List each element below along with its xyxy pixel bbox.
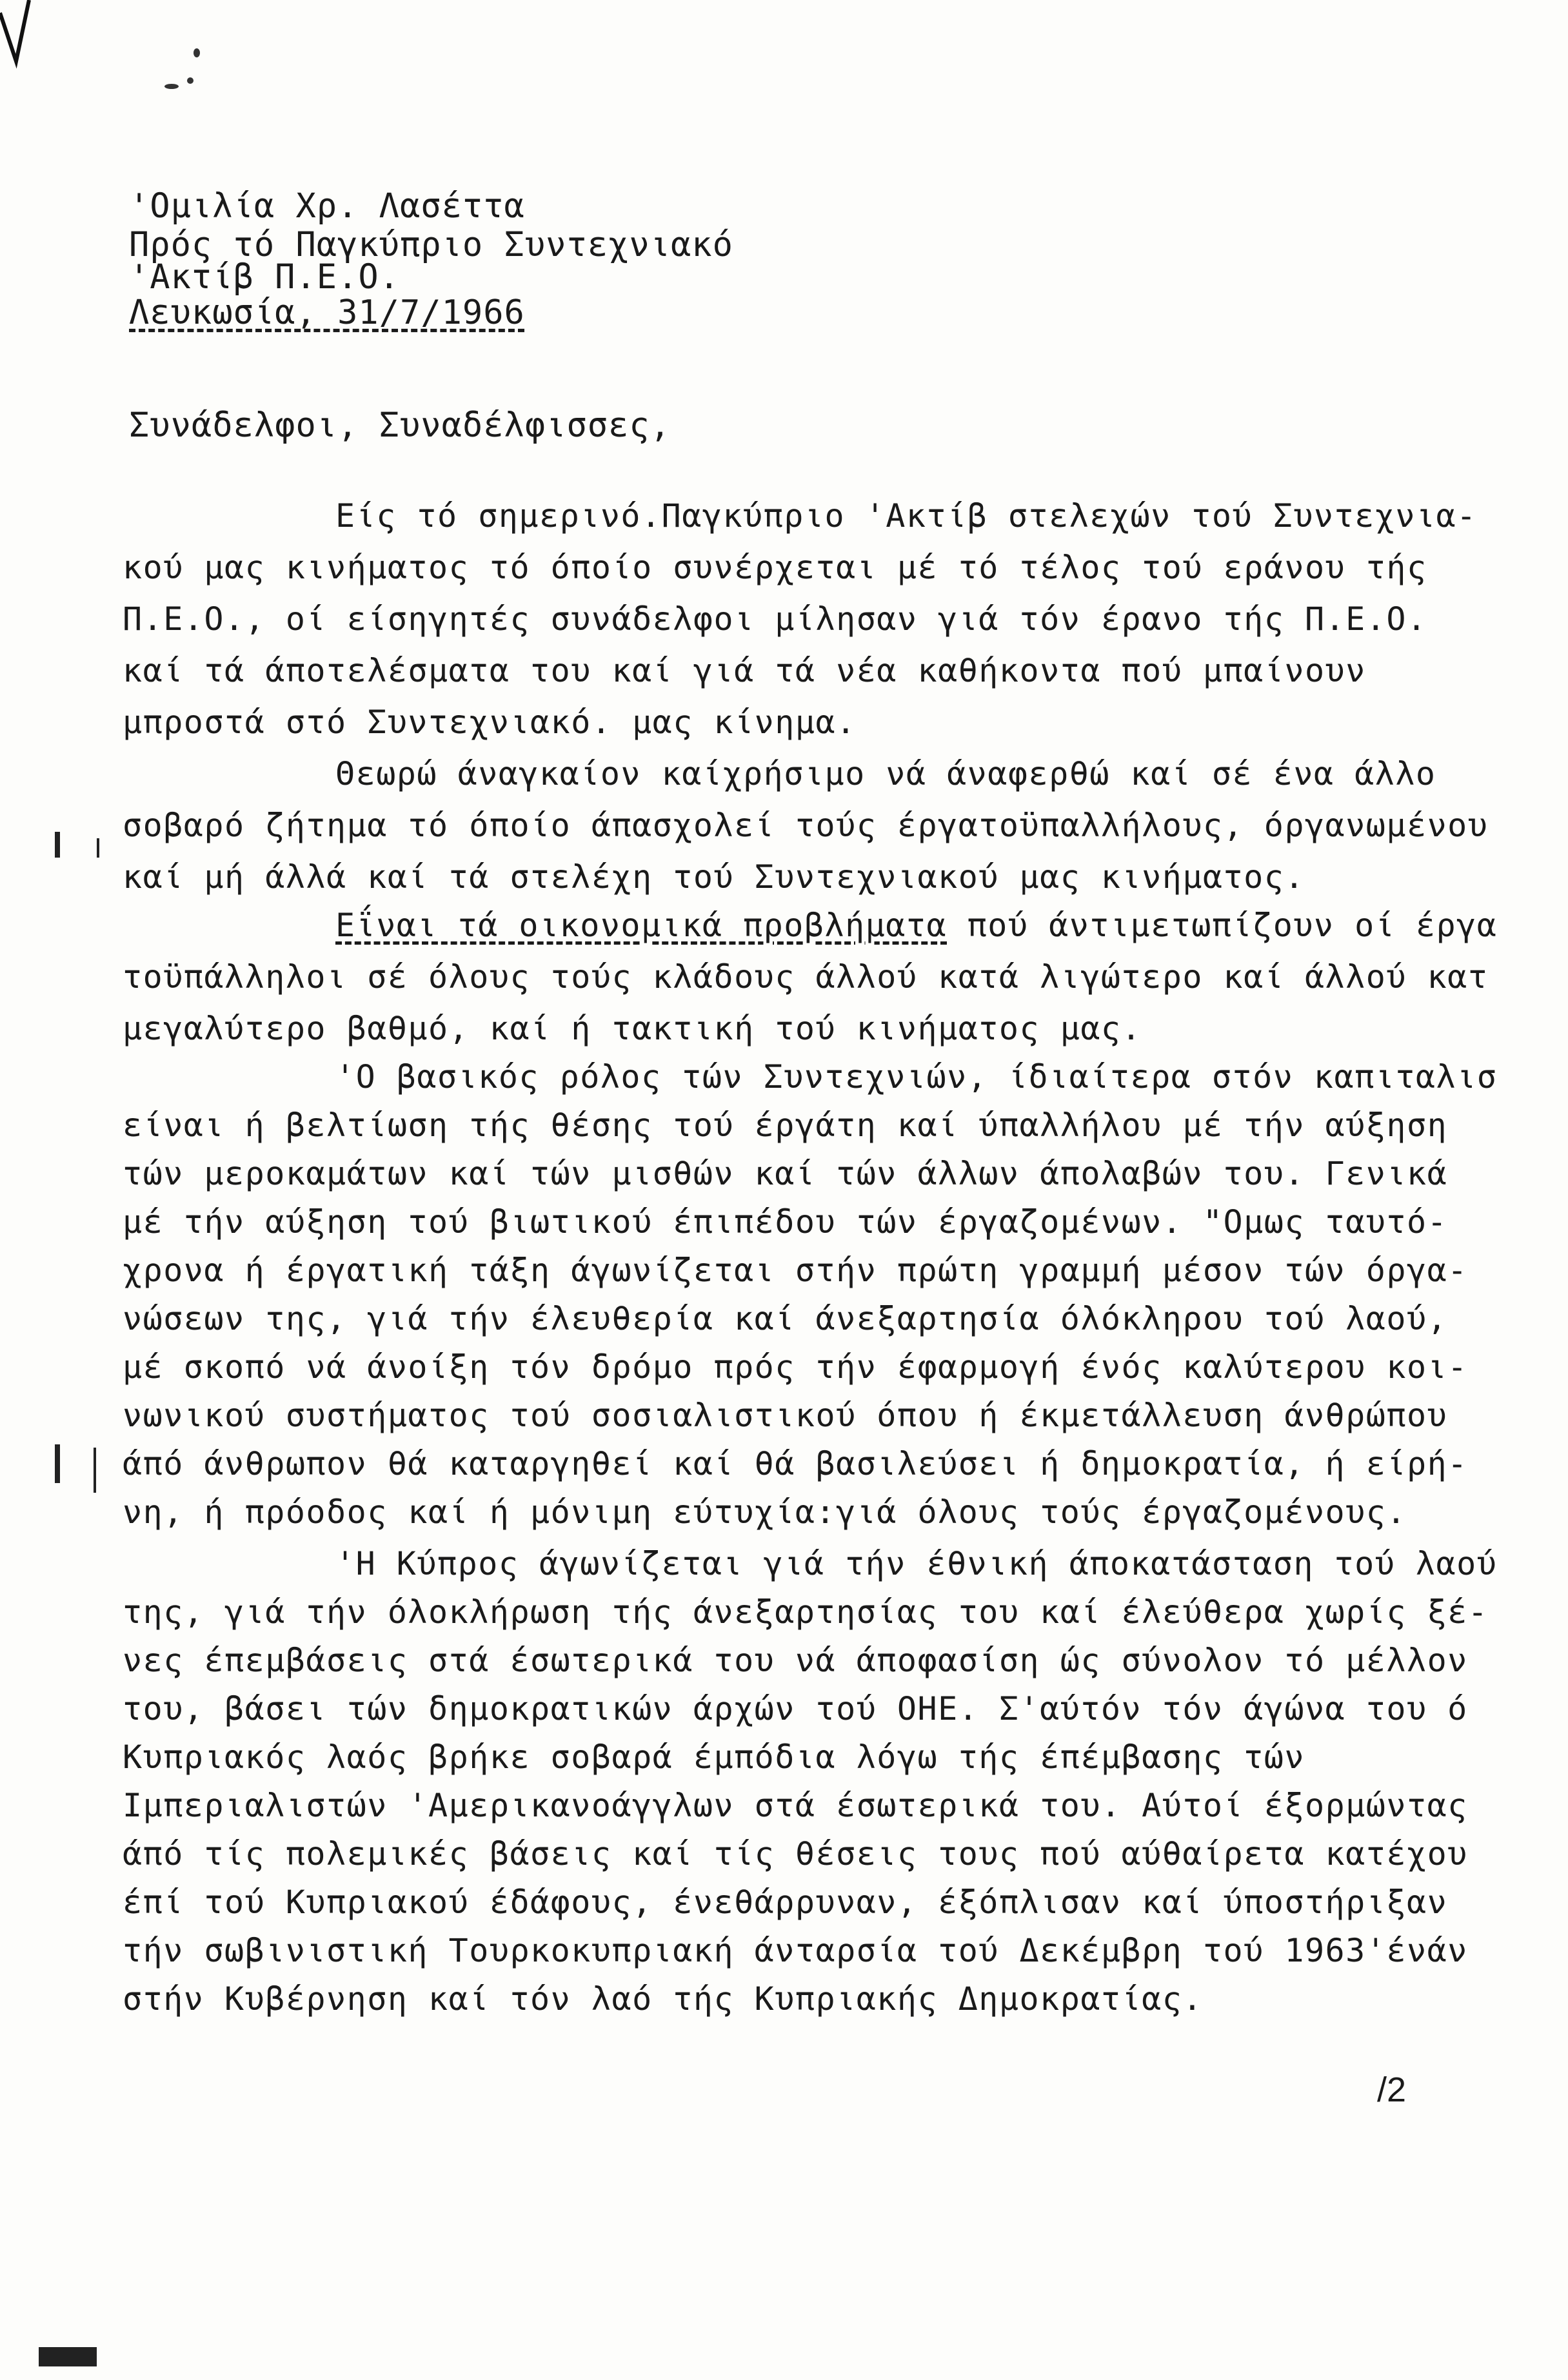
body-line: καί μή άλλά καί τά στελέχη τού Συντεχνιακού μας κινήματος. [123,858,1305,896]
body-line-rest: πού άντιμετωπίζουν οί έργα [947,907,1498,944]
body-line: νη, ή πρόοδος καί ή μόνιμη εύτυχία:γιά όλους τούς έργαζομένους. [123,1493,1407,1531]
body-line: χρονα ή έργατική τάξη άγωνίζεται στήν πρώτη γραμμή μέσον τών όργα- [123,1252,1468,1289]
scan-speck [187,77,194,84]
underlined-phrase: Εΐναι τά οικονομικά προβλήματα [335,907,948,944]
body-line: άπό άνθρωπον θά καταργηθεί καί θά βασιλεύσει ή δημοκρατία, ή είρή- [123,1445,1468,1482]
body-line: 'Ο βασικός ρόλος τών Συντεχνιών, ίδιαίτερα στόν καπιταλισ [335,1058,1498,1096]
body-line: μέ σκοπό νά άνοίξη τόν δρόμο πρός τήν έφαρμογή ένός καλύτερου κοι- [123,1348,1468,1386]
header-date: Λευκωσία, 31/7/1966 [129,293,525,332]
body-line: μεγαλύτερο βαθμό, καί ή τακτική τού κινήματος μας. [123,1010,1142,1047]
scan-speck [164,84,179,89]
body-line: τήν σωβινιστική Τουρκοκυπριακή άνταρσία τού Δεκέμβρη τού 1963'ένάν [123,1932,1468,1969]
scan-speck [194,48,200,57]
body-line: Θεωρώ άναγκαίον καίχρήσιμο νά άναφερθώ καί σέ ένα άλλο [335,755,1436,792]
margin-mark [55,1444,60,1483]
body-line: Ιμπεριαλιστών 'Αμερικανοάγγλων στά έσωτερικά του. Αύτοί έξορμώντας [123,1787,1468,1824]
body-line: του, βάσει τών δημοκρατικών άρχών τού ΟΗΕ. Σ'αύτόν τόν άγώνα του ό [123,1690,1468,1727]
header-line-1: 'Ομιλία Χρ. Λασέττα [129,187,525,226]
body-line: 'Η Κύπρος άγωνίζεται γιά τήν έθνική άποκατάσταση τού λαού [335,1545,1498,1582]
body-line: της, γιά τήν όλοκλήρωση τής άνεξαρτησίας του καί έλεύθερα χωρίς ξέ- [123,1593,1489,1631]
body-line: κού μας κινήματος τό όποίο συνέρχεται μέ τό τέλος τού εράνου τής [123,549,1427,586]
body-line: τοϋπάλληλοι σέ όλους τούς κλάδους άλλού κατά λιγώτερο καί άλλού κατ [123,958,1489,996]
body-line: νες έπεμβάσεις στά έσωτερικά του νά άποφασίση ώς σύνολον τό μέλλον [123,1642,1468,1679]
header-line-2: Πρός τό Παγκύπριο Συντεχνιακό [129,226,733,264]
body-line: είναι ή βελτίωση τής θέσης τού έργάτη καί ύπαλλήλου μέ τήν αύξηση [123,1106,1448,1144]
body-line-underlined [335,906,1497,945]
body-line: νώσεων της, γιά τήν έλευθερία καί άνεξαρτησία όλόκληρου τού λαού, [123,1300,1448,1337]
margin-mark [55,832,60,858]
body-line: καί τά άποτελέσματα του καί γιά τά νέα καθήκοντα πού μπαίνουν [123,652,1366,689]
header-line-3: 'Ακτίβ Π.Ε.Ο. [129,258,400,297]
body-line: νωνικού συστήματος τού σοσιαλιστικού όπου ή έκμετάλλευση άνθρώπου [123,1397,1448,1434]
body-line: τών μεροκαμάτων καί τών μισθών καί τών άλλων άπολαβών του. Γενικά [123,1155,1448,1192]
body-line: Είς τό σημερινό.Παγκύπριο 'Ακτίβ στελεχών τού Συντεχνια- [335,497,1477,535]
body-line: σοβαρό ζήτημα τό όποίο άπασχολεί τούς έργατοϋπαλλήλους, όργανωμένου [123,807,1489,844]
body-line: μέ τήν αύξηση τού βιωτικού έπιπέδου τών έργαζομένων. "Ομως ταυτό- [123,1203,1448,1241]
body-line: στήν Κυβέρνηση καί τόν λαό τής Κυπριακής Δημοκρατίας. [123,1980,1203,2018]
salutation: Συνάδελφοι, Συναδέλφισσες, [129,406,671,445]
body-line: Κυπριακός λαός βρήκε σοβαρά έμπόδια λόγω τής έπέμβασης τών [123,1738,1305,1776]
margin-mark [97,838,99,858]
scan-corner-mark [0,0,58,77]
body-line: Π.Ε.Ο., οί είσηγητές συνάδελφοι μίλησαν γιά τόν έρανο τής Π.Ε.Ο. [123,600,1427,638]
margin-mark [94,1448,96,1493]
scan-edge-mark [39,2347,97,2366]
body-line: έπί τού Κυπριακού έδάφους, ένεθάρρυναν, έξόπλισαν καί ύποστήριξαν [123,1883,1448,1921]
body-line: μπροστά στό Συντεχνιακό. μας κίνημα. [123,703,857,741]
body-line: άπό τίς πολεμικές βάσεις καί τίς θέσεις τους πού αύθαίρετα κατέχου [123,1835,1468,1873]
page-number: /2 [1377,2070,1407,2109]
